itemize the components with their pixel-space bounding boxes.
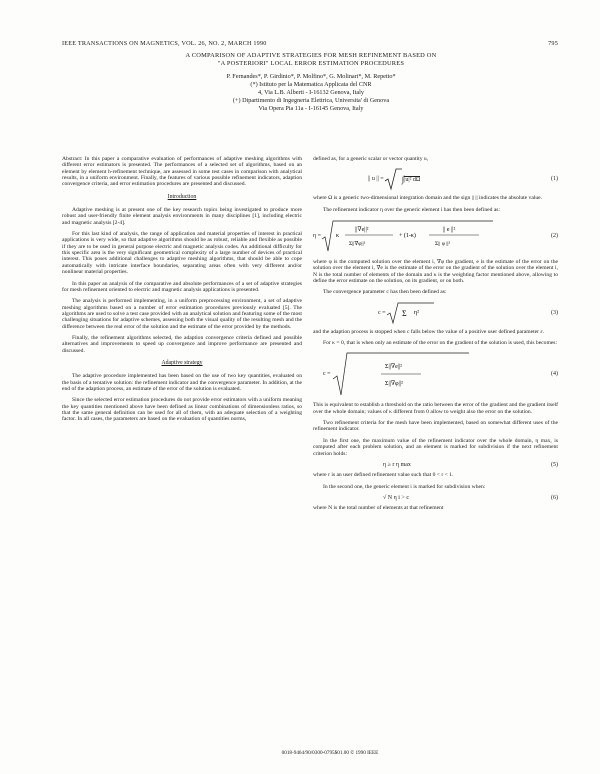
paragraph: Adaptive meshing is at present one of the key research topics being investigated to produce more robust and user-friendly finite element analysis environments in many disciplines [1], including electric and magnetic analysis [2-4].: [62, 207, 302, 226]
equation-4: [313, 351, 558, 397]
right-column: [313, 156, 558, 517]
paragraph: where Ω is a generic two-dimensional integration domain and the sign || || indicates the absolute value.: [313, 195, 543, 202]
svg-text:Σ: Σ: [401, 308, 407, 318]
svg-text:+ (1-κ): + (1-κ): [399, 233, 416, 240]
paper-title-line2: "A POSTERIORI" LOCAL ERROR ESTIMATION PROCEDURES: [217, 60, 405, 67]
affiliation-4: Via Opera Pia 11a - I-16145 Genova, Italy: [258, 105, 364, 112]
svg-text:κ: κ: [336, 233, 340, 240]
convergence-formula: [386, 301, 436, 325]
page-number: 795: [548, 40, 558, 47]
equation-lhs: c =: [323, 371, 331, 378]
paragraph: In the second one, the generic element i is marked for subdivision when:: [323, 483, 486, 490]
equation-number: (1): [551, 176, 558, 183]
section-heading-adaptive-strategy: Adaptive strategy: [161, 359, 203, 366]
paragraph: In the first one, the maximum value of the refinement indicator over the whole domain, η max, is computed after each problem solution, and an element is marked for subdivision if the next refinement criterion holds:: [313, 437, 558, 457]
svg-text:η²: η²: [413, 309, 419, 316]
section-heading-introduction: Introduction: [167, 193, 197, 200]
equation-rhs: |u|² dΩ: [404, 176, 421, 183]
equation-2: [313, 219, 558, 253]
equation-lhs: η =: [313, 232, 322, 239]
equation-3: [313, 301, 558, 325]
affiliation-2: 4, Via L.B. Alberti - I-16132 Genova, Italy: [258, 89, 364, 96]
paragraph: and the adaption process is stopped when c falls below the value of a positive user defined parameter ε.: [313, 328, 545, 335]
equation-number: (4): [551, 371, 558, 378]
svg-text:Σ||∇φ||²: Σ||∇φ||²: [349, 241, 366, 248]
journal-header: IEEE TRANSACTIONS ON MAGNETICS, VOL. 26, NO. 2, MARCH 1990: [62, 40, 267, 47]
equation-1: || u || = ∫ |u|² dΩ (1): [313, 167, 558, 191]
paragraph: Two refinement criteria for the mesh have been implemented, based on somewhat different uses of the refinement indicator.: [313, 420, 558, 433]
paragraph: defined as, for a generic scalar or vector quantity u,: [313, 156, 429, 162]
paragraph: The analysis is performed implementing, in a uniform preprocessing environment, a set of adaptive meshing algorithms based on a number of error estimation procedures previously evaluated [5]. The algorithms are used to solve a test case provided with an analytical solution and featuring some of the most challenging situations for adaptive schemes, assessing both the visual quality of the resulting mesh and the difference between the real error of the solution and the estimate of the error provided by the methods.: [62, 298, 302, 330]
svg-text:Σ|| φ ||²: Σ|| φ ||²: [435, 241, 451, 248]
equation-6: [313, 495, 558, 501]
equation-number: (2): [551, 232, 558, 239]
equation-lhs: c =: [378, 309, 386, 316]
svg-text:|| e ||²: || e ||²: [443, 227, 456, 234]
equation-5: [313, 462, 558, 468]
abstract: Abstract: In this paper a comparative evaluation of performances of adaptive meshing algorithms with different error estimators is presented. The performances of a selected set of algorithms, based on an element by element h-refinement technique, are assessed in some test cases in comparison with analytical results, in a uniform environment. Finally, the features of various possible refinement indicators, adaption convergence criteria, and error estimation procedures are presented and discussed.: [62, 156, 302, 188]
equation-body: η ≥ r η max: [383, 461, 411, 468]
affiliation-3: (+) Dipartimento di Ingegneria Elettrica, Universita' di Genova: [232, 97, 390, 104]
paragraph: In this paper an analysis of the comparative and absolute performances of a set of adaptive strategies for mesh refinement oriented to electric and magnetic analysis applications is presented.: [62, 280, 302, 293]
equation-lhs: || u || =: [368, 176, 384, 183]
sqrt-integral-symbol: [384, 167, 402, 191]
svg-text:Σ||∇φ||²: Σ||∇φ||²: [384, 381, 403, 388]
author-names: P. Fernandes*, P. Girdinio*, P. Molfino*, G. Molinari*, M. Repetto*: [226, 73, 396, 80]
affiliation-1: (*) Istituto per la Matematica Applicata del CNR: [250, 81, 372, 88]
paragraph: The convergence parameter c has then been defined as:: [323, 289, 447, 296]
copyright-footer: 0018-9464/90/0300-0795$01.00 © 1990 IEEE: [281, 750, 379, 756]
gradient-convergence-formula: [331, 351, 471, 397]
paragraph: This is equivalent to establish a threshold on the ratio between the error of the gradient and the gradient itself over the whole domain; values of κ different from 0 allow to weight also the error on the solution.: [313, 402, 558, 415]
svg-text:Σ||∇e||²: Σ||∇e||²: [384, 364, 402, 371]
svg-text:||∇e||²: ||∇e||²: [355, 227, 369, 234]
refinement-indicator-formula: [321, 219, 496, 253]
left-column: [62, 156, 302, 428]
equation-number: (5): [551, 461, 558, 468]
paragraph: where N is the total number of elements at that refinement: [313, 505, 444, 512]
equation-number: (3): [551, 309, 558, 316]
paragraph: For this last kind of analysis, the range of application and material properties of interest in practical applications is very wide, so that adaptive algorithms should be as robust, reliable and flexible as possible if they are to be used in general purpose electric and magnetic analysis codes. An additional difficulty for this specific area is the very significant geometrical complexity of a large number of devices of practical interest. This poses additional challenges to adaptive meshing algorithms, that should be able to cope automatically with intricate interface boundaries, separating areas often with very different and/or nonlinear material properties.: [62, 231, 302, 276]
paragraph: where r is an user defined refinement value such that 0 < r < 1.: [313, 472, 454, 479]
equation-body: √ N η i > c: [383, 494, 409, 501]
paper-title-line1: A COMPARISON OF ADAPTIVE STRATEGIES FOR MESH REFINEMENT BASED ON: [185, 52, 437, 59]
equation-number: (6): [551, 494, 558, 501]
paragraph: The adaptive procedure implemented has been based on the use of two key quantities, evaluated on the basis of a tentative solution: the refinement indicator and the convergence parameter. In addition, at the end of the adaption process, an estimate of the error of the solution is evaluated.: [62, 373, 302, 392]
paragraph: Finally, the refinement algorithms selected, the adaption convergence criteria defined and possible alternatives and improvements to speed up convergence and improve performance are presented and discussed.: [62, 334, 302, 354]
paragraph: where φ is the computed solution over the element i, ∇φ the gradient, e is the estimate of the error on the solution over the element i, ∇e is the estimate of the error on the gradient of the solution over the element i, N is the total number of elements of the domain and κ is the weighting factor mentioned above, allowing to define the error estimate on the solution, on its gradient, or on both.: [313, 259, 558, 285]
paragraph: For κ = 0, that is when only an estimate of the error on the gradient of the solution is used, this becomes:: [323, 340, 558, 347]
paragraph: Since the selected error estimation procedures do not provide error estimators with a uniform meaning the key quantities mentioned above have been defined as linear combinations of dimensionless ratios, so that the same general definition can be used for all of them, with an adequate selection of a weighting factor. In all cases, the parameters are based on the evaluation of quantities norms,: [62, 397, 302, 423]
paragraph: The refinement indicator η over the generic element i has then been defined as:: [323, 206, 501, 213]
